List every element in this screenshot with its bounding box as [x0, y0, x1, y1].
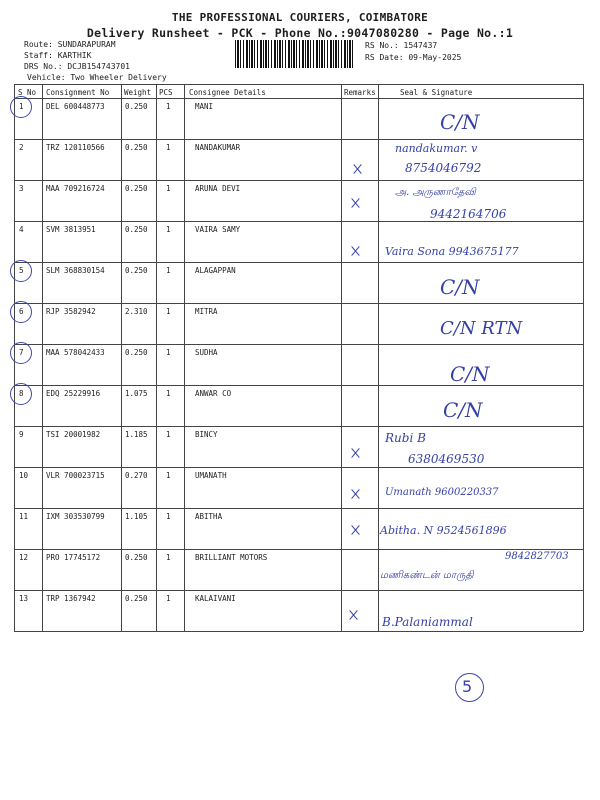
cell-consignment: EDQ 25229916 [46, 389, 101, 398]
cell-pcs: 1 [166, 389, 171, 398]
cell-weight: 0.250 [125, 348, 148, 357]
col-weight: Weight [124, 88, 152, 97]
table-row-divider [14, 262, 583, 263]
cell-weight: 1.105 [125, 512, 148, 521]
company-title: THE PROFESSIONAL COURIERS, COIMBATORE [171, 11, 429, 24]
cell-weight: 0.250 [125, 143, 148, 152]
cell-weight: 2.310 [125, 307, 148, 316]
cell-pcs: 1 [166, 143, 171, 152]
row-circle-mark [10, 342, 32, 364]
table-column-divider [42, 84, 43, 631]
table-row-divider [14, 221, 583, 222]
table-row-divider [14, 508, 583, 509]
cell-consignee: NANDAKUMAR [195, 143, 241, 152]
table-column-divider [378, 84, 379, 631]
table-row-divider [14, 98, 583, 99]
col-pcs: PCS [159, 88, 173, 97]
handwritten-signature: C/N [440, 275, 480, 299]
cell-consignee: ANWAR CO [195, 389, 232, 398]
table-row-divider [14, 549, 583, 550]
cell-weight: 0.250 [125, 553, 148, 562]
cell-consignment: VLR 700023715 [46, 471, 105, 480]
cell-consignee: BRILLIANT MOTORS [195, 553, 268, 562]
cell-consignment: TRP 1367942 [46, 594, 96, 603]
cell-consignee: MANI [195, 102, 214, 111]
remark-cross-mark [350, 489, 360, 499]
cell-consignment: RJP 3582942 [46, 307, 96, 316]
cell-pcs: 1 [166, 512, 171, 521]
handwritten-signature: B.Palaniammal [382, 615, 473, 629]
cell-sno: 2 [19, 143, 24, 152]
cell-weight: 0.250 [125, 102, 148, 111]
cell-consignee: ARUNA DEVI [195, 184, 241, 193]
cell-consignee: VAIRA SAMY [195, 225, 241, 234]
cell-sno: 12 [19, 553, 29, 562]
cell-consignment: TSI 20001982 [46, 430, 101, 439]
col-consignment: Consignment No [46, 88, 110, 97]
cell-weight: 1.075 [125, 389, 148, 398]
row-circle-mark [10, 301, 32, 323]
handwritten-signature: Umanath 9600220337 [385, 487, 499, 498]
vehicle-label: Vehicle: Two Wheeler Delivery [27, 73, 167, 82]
cell-sno: 10 [19, 471, 29, 480]
rs-number: RS No.: 1547437 [365, 41, 438, 50]
cell-consignee: ALAGAPPAN [195, 266, 236, 275]
cell-weight: 0.250 [125, 266, 148, 275]
handwritten-signature: மணிகண்டன் மாருதி [380, 570, 474, 581]
col-remarks: Remarks [344, 88, 376, 97]
row-circle-mark [10, 383, 32, 405]
handwritten-signature: 9442164706 [430, 207, 507, 221]
handwritten-signature: Rubi B [385, 431, 426, 445]
table-row-divider [14, 303, 583, 304]
cell-sno: 4 [19, 225, 24, 234]
cell-consignment: PRO 17745172 [46, 553, 101, 562]
cell-sno: 3 [19, 184, 24, 193]
remark-cross-mark [348, 610, 358, 620]
cell-weight: 0.250 [125, 225, 148, 234]
handwritten-signature: Abitha. N 9524561896 [380, 524, 507, 537]
row-circle-mark [10, 96, 32, 118]
cell-pcs: 1 [166, 471, 171, 480]
cell-consignment: IXM 303530799 [46, 512, 105, 521]
cell-sno: 9 [19, 430, 24, 439]
cell-weight: 0.250 [125, 184, 148, 193]
col-signature: Seal & Signature [400, 88, 473, 97]
cell-sno: 11 [19, 512, 29, 521]
handwritten-signature: 6380469530 [408, 452, 485, 466]
table-column-divider [156, 84, 157, 631]
handwritten-signature: nandakumar. v [395, 142, 478, 155]
cell-pcs: 1 [166, 430, 171, 439]
table-column-divider [121, 84, 122, 631]
cell-consignment: SVM 3813951 [46, 225, 96, 234]
handwritten-signature: அ. அருணாதேவி [395, 187, 476, 198]
table-row-divider [14, 467, 583, 468]
cell-pcs: 1 [166, 225, 171, 234]
cell-consignee: SUDHA [195, 348, 218, 357]
cell-consignment: MAA 578042433 [46, 348, 105, 357]
cell-weight: 0.250 [125, 594, 148, 603]
cell-pcs: 1 [166, 307, 171, 316]
cell-pcs: 1 [166, 348, 171, 357]
cell-sno: 1 [19, 102, 24, 111]
handwritten-signature: Vaira Sona 9943675177 [385, 245, 519, 258]
cell-pcs: 1 [166, 266, 171, 275]
table-row-divider [14, 139, 583, 140]
cell-weight: 1.185 [125, 430, 148, 439]
cell-consignee: BINCY [195, 430, 218, 439]
rs-date: RS Date: 09-May-2025 [365, 53, 462, 62]
page-note: 5 [462, 677, 473, 696]
remark-cross-mark [350, 448, 360, 458]
cell-consignee: UMANATH [195, 471, 227, 480]
table-column-divider [341, 84, 342, 631]
table-row-divider [14, 180, 583, 181]
cell-sno: 13 [19, 594, 29, 603]
cell-sno: 8 [19, 389, 24, 398]
cell-pcs: 1 [166, 553, 171, 562]
handwritten-signature: C/N [443, 398, 483, 422]
handwritten-signature: 8754046792 [405, 161, 482, 175]
table-row-divider [14, 344, 583, 345]
handwritten-signature: C/N [440, 110, 480, 134]
remark-cross-mark [350, 246, 360, 256]
cell-sno: 7 [19, 348, 24, 357]
col-sno: S No [18, 88, 37, 97]
cell-pcs: 1 [166, 184, 171, 193]
table-column-divider [583, 84, 584, 631]
remark-cross-mark [350, 198, 360, 208]
table-row-divider [14, 385, 583, 386]
cell-weight: 0.270 [125, 471, 148, 480]
cell-consignment: SLM 368830154 [46, 266, 105, 275]
col-consignee: Consignee Details [189, 88, 266, 97]
table-column-divider [184, 84, 185, 631]
table-row-divider [14, 426, 583, 427]
barcode [235, 40, 353, 68]
cell-consignee: KALAIVANI [195, 594, 236, 603]
cell-consignment: TRZ 120110566 [46, 143, 105, 152]
cell-consignment: DEL 600448773 [46, 102, 105, 111]
drs-label: DRS No.: DCJB154743701 [24, 62, 130, 71]
cell-sno: 6 [19, 307, 24, 316]
table-row-divider [14, 631, 583, 632]
table-row-divider [14, 590, 583, 591]
handwritten-signature: C/N [450, 362, 490, 386]
cell-pcs: 1 [166, 594, 171, 603]
remark-cross-mark [352, 164, 362, 174]
staff-label: Staff: KARTHIK [24, 51, 92, 60]
handwritten-signature: 9842827703 [505, 551, 569, 562]
table-top-border [14, 84, 583, 85]
row-circle-mark [10, 260, 32, 282]
runsheet-title: Delivery Runsheet - PCK - Phone No.:9047080280 - Page No.:1 [86, 26, 514, 40]
cell-pcs: 1 [166, 102, 171, 111]
cell-consignee: MITRA [195, 307, 218, 316]
cell-consignee: ABITHA [195, 512, 223, 521]
cell-sno: 5 [19, 266, 24, 275]
handwritten-signature: C/N RTN [440, 318, 523, 339]
route-label: Route: SUNDARAPURAM [24, 40, 116, 49]
remark-cross-mark [350, 525, 360, 535]
cell-consignment: MAA 709216724 [46, 184, 105, 193]
